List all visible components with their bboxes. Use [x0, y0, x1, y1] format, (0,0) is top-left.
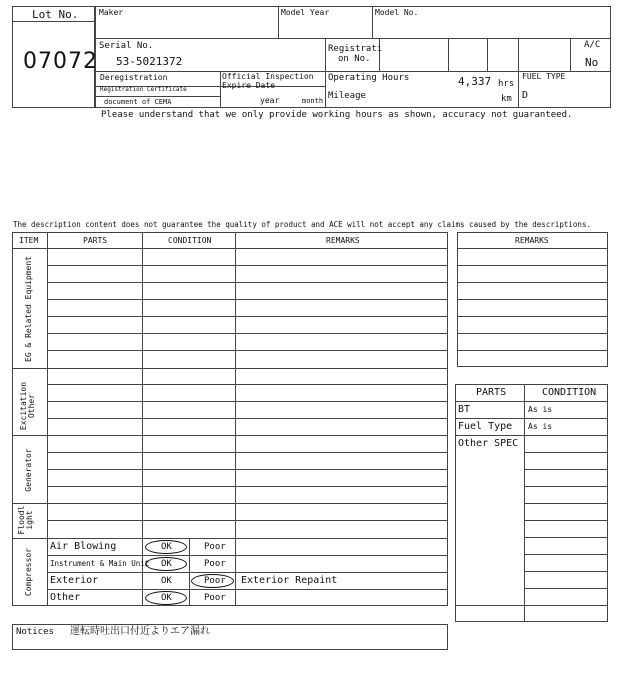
circle-mark-ok-instrument: [145, 557, 187, 571]
section-excitation-label-1: Excitation: [19, 381, 28, 431]
condition-poor-exterior: Poor: [204, 576, 226, 586]
section-excitation-label: [20, 381, 40, 431]
mileage-label: Mileage: [328, 91, 366, 101]
right-part-bt: BT: [458, 404, 471, 415]
col-parts-header: PARTS: [83, 236, 108, 245]
right-remarks-header: REMARKS: [515, 236, 549, 245]
maker-label: Maker: [99, 8, 124, 17]
section-floodlight-label-2: ight: [25, 510, 35, 530]
month-label: month: [302, 97, 324, 105]
year-label: year: [260, 96, 280, 105]
notices-text: 運転時吐出口付近よりエア漏れ: [70, 626, 210, 637]
hrs-label: hrs: [498, 79, 515, 89]
section-excitation-label-2: Other: [27, 393, 37, 419]
notices-label: Notices: [16, 627, 54, 637]
section-compressor-label: Compressor: [24, 547, 33, 597]
deregistration-label: Deregistration: [100, 73, 168, 82]
condition-poor-instrument: Poor: [204, 559, 226, 569]
ac-label: A/C: [584, 40, 601, 50]
remark-exterior: Exterior Repaint: [241, 575, 338, 586]
right-condition-fuel-type: As is: [528, 422, 553, 431]
right-part-fuel-type: Fuel Type: [458, 421, 513, 432]
lot-number: 07072: [23, 49, 98, 74]
right-parts-header: PARTS: [476, 387, 507, 398]
registration-label: Registrati: [328, 44, 383, 54]
ac-value: No: [585, 56, 599, 69]
compressor-part-other: Other: [50, 592, 81, 603]
cema-label: document of CEMA: [104, 98, 172, 106]
hours-disclaimer: Please understand that we only provide working hours as shown, accuracy not guaranteed.: [101, 110, 573, 120]
right-condition-header: CONDITION: [542, 387, 597, 398]
col-remarks-header: REMARKS: [326, 236, 360, 245]
condition-ok-instrument: OK: [161, 559, 172, 569]
fuel-type-label: FUEL TYPE: [522, 72, 566, 81]
registration-certificate-label: Registration Certificate: [100, 86, 187, 93]
section-floodlight-label: [18, 502, 38, 538]
col-condition-header: CONDITION: [168, 236, 212, 245]
section-floodlight-label-1: Floodl: [17, 505, 26, 535]
circle-mark-ok-other: [145, 591, 187, 605]
condition-poor-other: Poor: [204, 593, 226, 603]
circle-mark-poor-exterior: [191, 574, 234, 588]
condition-poor-air-blowing: Poor: [204, 542, 226, 552]
registration-label-2: on No.: [338, 54, 371, 64]
serial-label: Serial No.: [99, 41, 154, 51]
condition-ok-air-blowing: OK: [161, 542, 172, 552]
inspection-label: Official Inspection: [222, 72, 314, 81]
compressor-part-air-blowing: Air Blowing: [50, 541, 117, 552]
model-no-label: Model No.: [375, 8, 419, 17]
operating-hours-value: 4,337: [458, 75, 492, 88]
operating-hours-label: Operating Hours: [328, 73, 410, 83]
lot-label: Lot No.: [32, 8, 79, 21]
serial-number: 53-5021372: [116, 55, 183, 68]
circle-mark-ok-air-blowing: [145, 540, 187, 554]
fuel-type-value: D: [522, 90, 529, 101]
model-year-label: Model Year: [281, 8, 330, 17]
compressor-part-exterior: Exterior: [50, 575, 99, 586]
section-generator-label: Generator: [24, 448, 33, 492]
section-eg-label: EG & Related Equipment: [24, 256, 33, 362]
condition-ok-other: OK: [161, 593, 172, 603]
col-item-header: ITEM: [19, 236, 39, 245]
condition-ok-exterior: OK: [161, 576, 172, 586]
inspection-label-2: Expire Date: [222, 81, 275, 90]
compressor-part-instrument: Instrument & Main Unit: [50, 559, 150, 568]
km-label: km: [501, 94, 512, 104]
right-condition-bt: As is: [528, 405, 553, 414]
right-part-other-spec: Other SPEC: [458, 438, 519, 449]
description-disclaimer: The description content does not guarantee the quality of product and ACE will not accept any claims caused by the descriptions.: [13, 220, 591, 229]
